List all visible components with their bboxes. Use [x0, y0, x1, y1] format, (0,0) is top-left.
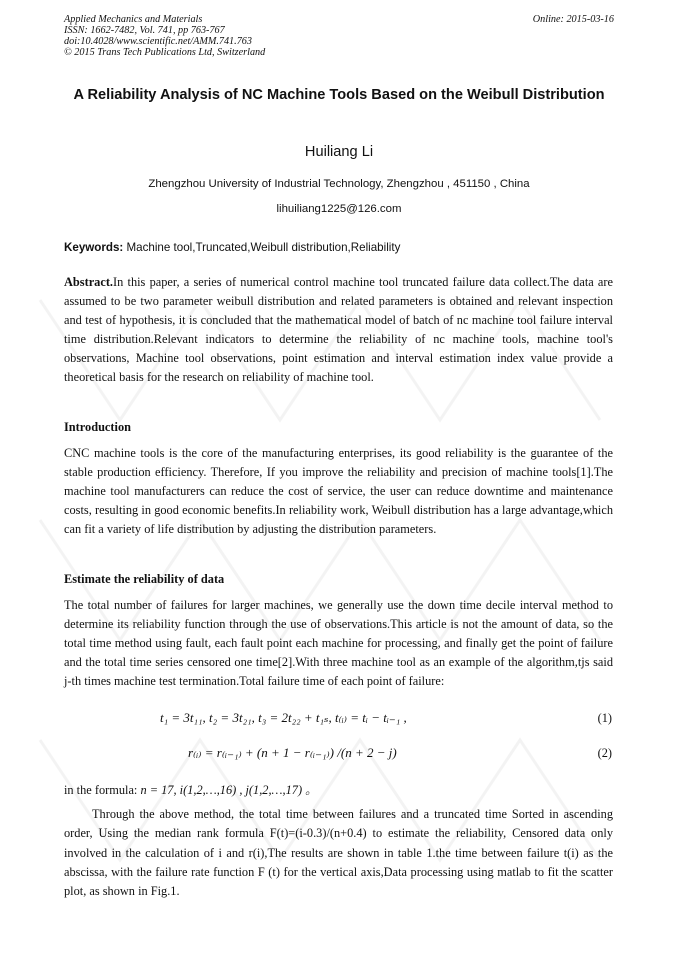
- equation-2-number: (2): [597, 746, 612, 760]
- introduction-heading: Introduction: [64, 420, 131, 434]
- formula-definition: [64, 780, 318, 798]
- journal-header: [64, 14, 265, 58]
- keywords-label: Keywords:: [64, 241, 124, 254]
- keywords: [64, 241, 614, 254]
- equation-1-number: (1): [597, 711, 612, 725]
- author-affiliation: Zhengzhou University of Industrial Technology, Zhengzhou , 451150 , China: [148, 178, 530, 190]
- author-name: Huiliang Li: [304, 144, 374, 160]
- estimate-text: The total number of failures for larger machines, we generally use the down time decile interval method to determine its reliability function through the use of observations.This article is not the amount of data, so the total time method using fault, each fault point each machine for processing, and finally get the point of failure and the total time series censored one time[2].With three machine tool as an example of the algorithm,tjs said j-th times machine test termination.Total failure time of each point of failure:: [64, 598, 613, 689]
- journal-copyright: © 2015 Trans Tech Publications Ltd, Switzerland: [64, 47, 266, 58]
- equation-2: r₍ᵢ₎ = r₍ᵢ₋₁₎ + (n + 1 − r₍ᵢ₋₁₎) /(n + 2 − j): [188, 745, 397, 760]
- formula-prefix: in the formula:: [64, 783, 138, 797]
- equation-1: t₁ = 3t₁₁, t₂ = 3t₂₁, t₃ = 2t₂₂ + t₁ₛ, t₍ᵢ₎ = tᵢ − tᵢ₋₁ ,: [160, 710, 407, 725]
- introduction-text: CNC machine tools is the core of the manufacturing enterprises, its good reliability is the guarantee of the stable production efficiency. Therefore, If you improve the reliability and precision of machine tools[1].The machine tool manufacturers can reduce the cost of service, the user can reduce downtime and maintenance costs, resulting in good economic benefits.In reliability work, Weibull distribution has a large advantage,which can fit a variety of life distribution by adjusting the distribution parameters.: [64, 446, 613, 537]
- formula-j: j(1,2,…,17) 。: [242, 783, 318, 797]
- journal-name: Applied Mechanics and Materials: [64, 14, 203, 25]
- formula-i: , i(1,2,…,16) ,: [173, 783, 243, 797]
- paper-title: A Reliability Analysis of NC Machine Tools Based on the Weibull Distribution: [73, 87, 605, 103]
- keywords-text: Machine tool,Truncated,Weibull distribution,Reliability: [123, 241, 401, 254]
- journal-doi: doi:10.4028/www.scientific.net/AMM.741.763: [64, 36, 252, 47]
- closing-paragraph: Through the above method, the total time between failures and a truncated time Sorted in ascending order, Using the median rank formula F(t)=(i-0.3)/(n+0.4) to estimate the reliability, Censored data only involved in the calculation of i and r(i),The results are shown in table 1.the time between failure t(i) as the abscissa, with the failure rate function F (t) for the vertical axis,Data processing using matlab to fit the scatter plot, as shown in Fig.1.: [64, 807, 613, 899]
- journal-issn: ISSN: 1662-7482, Vol. 741, pp 763-767: [64, 25, 225, 36]
- formula-n: n = 17: [140, 783, 174, 797]
- online-date: Online: 2015-03-16: [532, 14, 614, 25]
- abstract: [64, 273, 613, 388]
- estimate-heading: Estimate the reliability of data: [64, 572, 225, 586]
- author-email: lihuiliang1225@126.com: [276, 203, 402, 215]
- abstract-text: In this paper, a series of numerical control machine tool truncated failure data collect.The data are assumed to be two parameter weibull distribution and related parameters is obtained and relevant inspection and test of hypothesis, it is concluded that the mathematical model of batch of nc machine tool failure interval time distribution.Relevant indicators to determine the reliability of nc machine tools, machine tool's observations, Machine tool observations, point estimation and interval estimation index value provide a theoretical basis for the research on reliability of machine tool.: [64, 275, 613, 385]
- abstract-label: Abstract.: [64, 275, 114, 289]
